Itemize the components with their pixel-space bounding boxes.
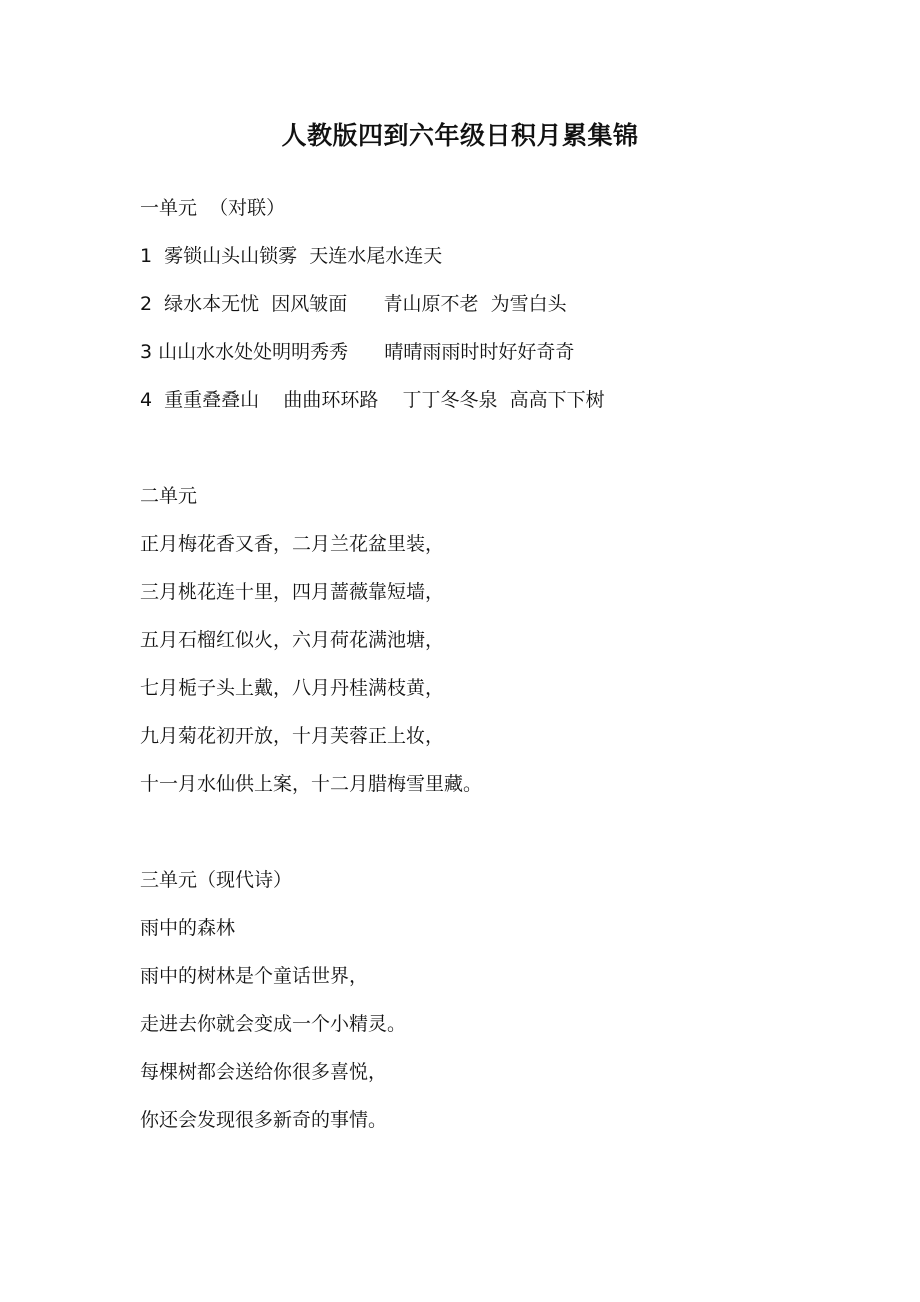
verse-line: 五月石榴红似火，六月荷花满池塘，: [140, 629, 445, 651]
verse-line: 七月栀子头上戴，八月丹桂满枝黄，: [140, 677, 445, 699]
poem-line: 每棵树都会送给你很多喜悦，: [140, 1061, 388, 1083]
verse-line: 三月桃花连十里，四月蔷薇靠短墙，: [140, 581, 445, 603]
couplet-line: 1 雾锁山头山锁雾 天连水尾水连天: [140, 245, 443, 267]
poem-line: 走进去你就会变成一个小精灵。: [140, 1013, 407, 1035]
verse-line: 九月菊花初开放，十月芙蓉正上妆，: [140, 725, 445, 747]
verse-line: 正月梅花香又香，二月兰花盆里装，: [140, 533, 445, 555]
section-unit-3: [140, 856, 880, 1144]
couplet-line: 2 绿水本无忧 因风皱面 青山原不老 为雪白头: [140, 293, 567, 315]
section-unit-2: [140, 472, 880, 808]
couplet-line: 3 山山水水处处明明秀秀 晴晴雨雨时时好好奇奇: [140, 341, 575, 363]
verse-line: 十一月水仙供上案，十二月腊梅雪里藏。: [140, 773, 483, 795]
couplet-line: 4 重重叠叠山 曲曲环环路 丁丁冬冬泉 高高下下树: [140, 389, 605, 411]
poem-title: 雨中的森林: [140, 917, 236, 939]
section-heading: 二单元: [140, 485, 198, 507]
document-title: 人教版四到六年级日积月累集锦: [281, 121, 639, 150]
section-heading: 三单元（现代诗）: [140, 869, 293, 891]
section-heading: 一单元 （对联）: [140, 197, 286, 219]
poem-line: 雨中的树林是个童话世界，: [140, 965, 369, 987]
section-unit-1: [140, 184, 880, 424]
poem-line: 你还会发现很多新奇的事情。: [140, 1109, 388, 1131]
